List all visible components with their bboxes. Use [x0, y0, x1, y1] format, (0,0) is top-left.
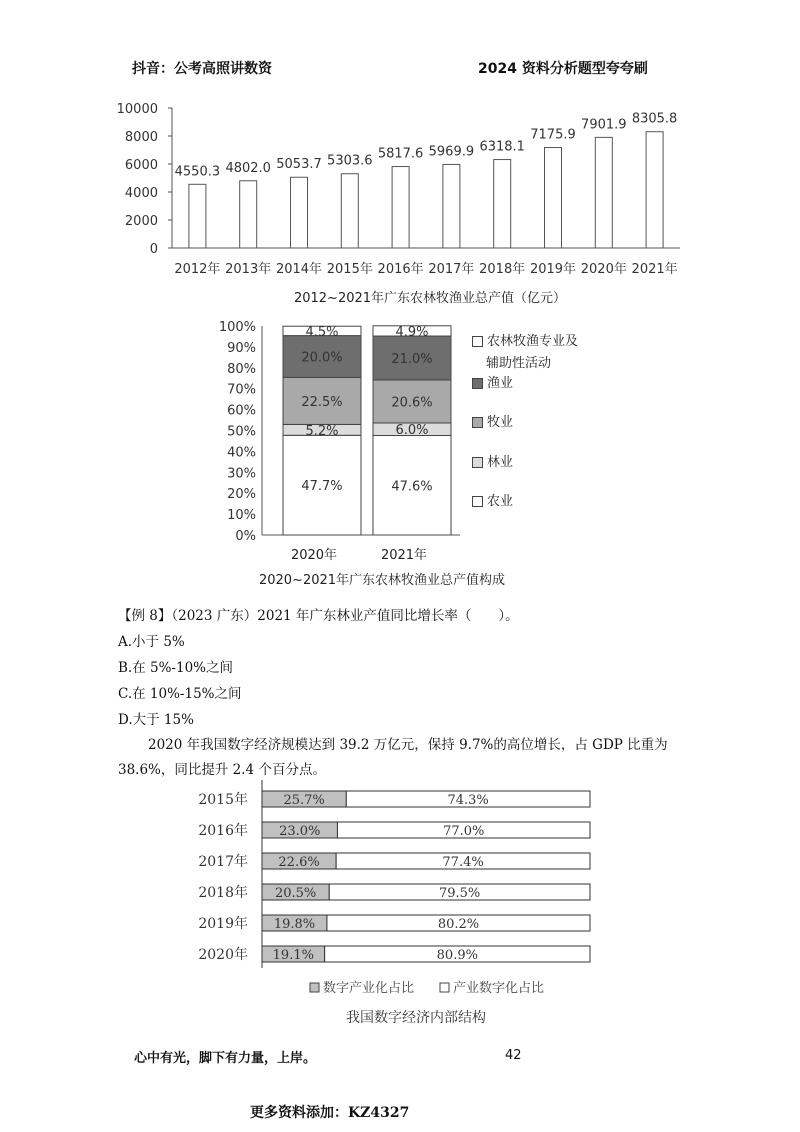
x-tick-label: 2014年	[275, 262, 323, 277]
x-tick-label: 2019年	[529, 262, 577, 277]
data-label: 80.2%	[437, 917, 480, 932]
data-label: 5303.6	[327, 153, 373, 169]
legend-label: 产业数字化占比	[453, 981, 545, 996]
data-label: 8305.8	[631, 111, 678, 127]
chart-title: 我国数字经济内部结构	[346, 1010, 486, 1026]
data-label: 47.7%	[301, 479, 343, 495]
data-label: 47.6%	[391, 479, 433, 495]
data-label: 6.0%	[395, 423, 429, 439]
legend-label: 数字产业化占比	[323, 981, 415, 996]
data-label: 19.1%	[272, 948, 314, 963]
x-tick-label: 2016年	[377, 262, 424, 277]
x-tick-label: 2020年	[290, 548, 338, 563]
y-tick-label: 4000	[124, 186, 158, 201]
legend-swatch	[472, 417, 483, 428]
data-label: 5969.9	[428, 144, 475, 160]
output-value-chart	[0, 90, 800, 315]
x-tick-label: 2017年	[428, 262, 475, 277]
y-tick-label: 70%	[227, 382, 256, 398]
option-b: B.在 5%-10%之间	[118, 660, 233, 676]
legend-label: 辅助性活动	[486, 356, 552, 371]
option-a: A.小于 5%	[118, 634, 185, 650]
y-tick-label: 0	[149, 242, 158, 257]
bar	[240, 181, 257, 248]
legend-swatch	[310, 983, 319, 992]
row-label: 2016年	[198, 823, 248, 839]
digital-economy-chart	[180, 780, 620, 1030]
data-label: 19.8%	[273, 917, 316, 932]
legend-item-service-cont	[486, 352, 551, 371]
y-tick-label: 50%	[227, 424, 256, 440]
option-d: D.大于 15%	[118, 712, 194, 728]
row-label: 2019年	[198, 916, 248, 932]
data-label: 23.0%	[279, 824, 321, 839]
data-label: 22.6%	[278, 855, 320, 870]
contact-text: 更多资料添加：KZ4327	[250, 1105, 410, 1121]
data-label: 5817.6	[377, 146, 424, 162]
legend-swatch	[472, 378, 483, 389]
data-label: 20.6%	[391, 395, 433, 411]
legend-swatch	[440, 983, 449, 992]
x-tick-label: 2015年	[326, 262, 373, 277]
data-label: 74.3%	[447, 793, 489, 808]
paragraph-line-2: 38.6%，同比提升 2.4 个百分点。	[118, 762, 326, 778]
y-tick-label: 6000	[124, 158, 158, 173]
header-right: 2024 资料分析题型夸夸刷	[478, 61, 648, 77]
chart-title: 2012~2021年广东农林牧渔业总产值（亿元）	[293, 291, 567, 306]
x-tick-label: 2020年	[580, 262, 627, 277]
chart-title: 2020~2021年广东农林牧渔业总产值构成	[258, 573, 506, 588]
row-label: 2020年	[198, 947, 248, 963]
bar	[646, 132, 663, 248]
data-label: 25.7%	[283, 793, 325, 808]
y-tick-label: 60%	[227, 403, 256, 419]
row-label: 2015年	[198, 792, 248, 808]
bar	[392, 167, 409, 248]
bar	[595, 137, 612, 248]
y-tick-label: 10000	[116, 102, 158, 117]
data-label: 7901.9	[581, 117, 627, 133]
row-label: 2018年	[198, 885, 248, 901]
bar	[494, 160, 511, 248]
legend-swatch	[472, 496, 483, 507]
data-label: 79.5%	[438, 886, 481, 901]
data-label: 5.2%	[305, 423, 339, 439]
legend-label: 农林牧渔专业及	[487, 334, 579, 349]
data-label: 20.5%	[274, 886, 317, 901]
x-tick-label: 2018年	[479, 262, 526, 277]
option-c: C.在 10%-15%之间	[118, 686, 242, 702]
y-tick-label: 80%	[227, 361, 256, 377]
data-label: 80.9%	[436, 948, 478, 963]
y-tick-label: 8000	[124, 130, 158, 145]
data-label: 6318.1	[479, 139, 525, 155]
legend-item-animal	[472, 411, 513, 430]
legend-swatch	[472, 457, 483, 468]
header-left: 抖音：公考高照讲数资	[132, 61, 272, 77]
legend-item-forestry	[472, 451, 513, 470]
bar	[545, 148, 562, 248]
data-label: 77.0%	[443, 824, 485, 839]
data-label: 7175.9	[530, 127, 576, 143]
legend-label: 牧业	[487, 415, 514, 430]
legend-swatch	[472, 336, 483, 347]
data-label: 21.0%	[391, 351, 433, 367]
y-tick-label: 2000	[124, 214, 158, 229]
data-label: 5053.7	[276, 157, 322, 173]
legend-label: 渔业	[487, 376, 514, 391]
page-number: 42	[505, 1048, 522, 1063]
y-tick-label: 40%	[227, 445, 256, 461]
data-label: 4.5%	[305, 324, 339, 340]
legend-label: 农业	[487, 494, 514, 509]
data-label: 4550.3	[174, 164, 221, 180]
data-label: 4.9%	[395, 324, 429, 340]
bar	[443, 164, 460, 248]
footer-slogan: 心中有光，脚下有力量，上岸。	[134, 1051, 317, 1066]
question-stem: 【例 8】（2023 广东）2021 年广东林业产值同比增长率（ ）。	[118, 608, 519, 624]
data-label: 22.5%	[301, 394, 343, 410]
x-tick-label: 2012年	[174, 262, 221, 277]
bar	[291, 177, 308, 248]
y-tick-label: 90%	[227, 340, 256, 356]
legend-item-fishery	[472, 372, 513, 391]
data-label: 4802.0	[225, 160, 271, 176]
row-label: 2017年	[198, 854, 248, 870]
legend-item-agriculture	[472, 490, 513, 509]
y-tick-label: 10%	[227, 508, 256, 524]
paragraph-line-1: 2020 年我国数字经济规模达到 39.2 万亿元，保持 9.7%的高位增长，占 GDP 比重为	[148, 737, 668, 753]
x-tick-label: 2021年	[631, 262, 678, 277]
bar	[189, 184, 206, 248]
data-label: 77.4%	[442, 855, 484, 870]
y-tick-label: 0%	[235, 529, 256, 544]
x-tick-label: 2021年	[380, 548, 428, 563]
y-tick-label: 100%	[218, 320, 256, 335]
legend-label: 林业	[487, 455, 514, 470]
y-tick-label: 20%	[227, 487, 256, 503]
bar	[341, 174, 358, 248]
x-tick-label: 2013年	[225, 262, 272, 277]
y-tick-label: 30%	[227, 466, 256, 482]
data-label: 20.0%	[301, 350, 343, 366]
legend-item-service	[472, 330, 578, 349]
